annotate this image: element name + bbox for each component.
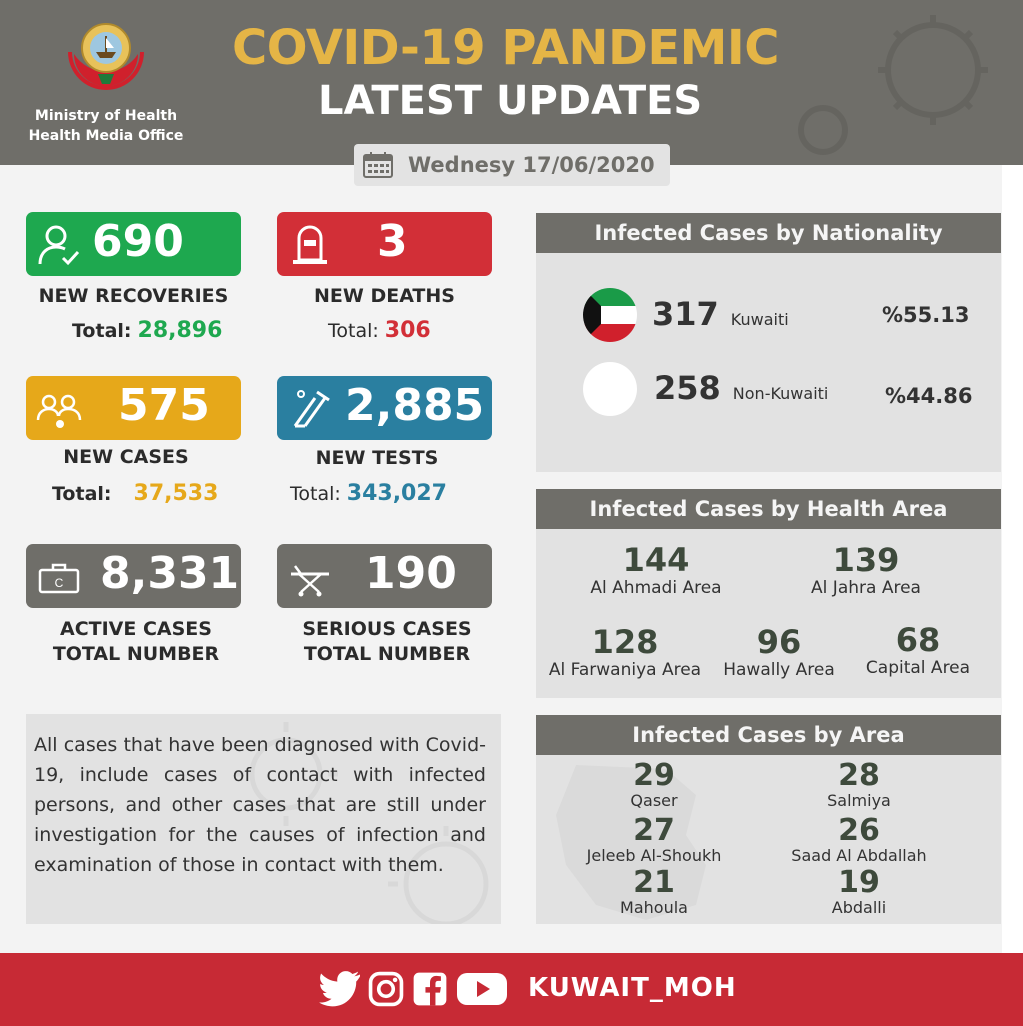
kuwaiti-percent: %55.13 — [882, 303, 970, 327]
kuwaiti-count: 317 — [652, 295, 719, 333]
nationality-panel-title: Infected Cases by Nationality — [536, 213, 1001, 253]
ministry-line1: Ministry of Health — [34, 108, 178, 124]
recoveries-box — [26, 212, 241, 276]
virus-decoration-icon — [783, 10, 1003, 160]
area-count: 27 — [633, 813, 675, 848]
health-area-item — [576, 543, 736, 599]
briefcase-icon — [36, 554, 82, 600]
deaths-label: NEW DEATHS — [314, 285, 455, 307]
header — [0, 0, 1023, 165]
serious-box — [277, 544, 492, 608]
twitter-icon[interactable] — [318, 967, 362, 1011]
health-area-item — [786, 543, 946, 599]
page-title: COVID-19 PANDEMIC — [232, 20, 779, 76]
active-box — [26, 544, 241, 608]
cases-total — [52, 481, 218, 506]
cases-box — [26, 376, 241, 440]
recoveries-label: NEW RECOVERIES — [38, 285, 229, 307]
health-area-count: 68 — [895, 621, 941, 659]
serious-label — [277, 617, 497, 667]
info-note-text: All cases that have been diagnosed with Covid-19, include cases of contact with infected persons, and other cases that are still under investigation for the causes of infection and examination of those in contact with them. — [34, 734, 486, 876]
ministry-name — [20, 106, 192, 146]
tests-label: NEW TESTS — [315, 447, 439, 469]
deaths-total-label: Total: — [328, 320, 379, 342]
non-kuwaiti-count: 258 — [654, 369, 721, 407]
kuwaiti-label: Kuwaiti — [730, 310, 789, 329]
nationality-row-kuwaiti — [652, 295, 789, 333]
footer — [0, 953, 1023, 1026]
health-area-item — [858, 623, 978, 679]
health-area-count: 144 — [622, 541, 690, 579]
deaths-value: 3 — [377, 216, 408, 267]
active-label-line1: ACTIVE CASES — [60, 618, 212, 640]
recoveries-value: 690 — [92, 216, 184, 267]
social-handle[interactable]: KUWAIT_MOH — [528, 973, 737, 1003]
area-name: Qaser — [630, 791, 678, 810]
area-panel-title: Infected Cases by Area — [536, 715, 1001, 755]
ministry-emblem-icon — [60, 14, 152, 106]
cases-total-value: 37,533 — [133, 481, 219, 506]
report-date: Wednesy 17/06/2020 — [408, 153, 655, 177]
health-area-name: Al Farwaniya Area — [548, 660, 702, 680]
facebook-icon[interactable] — [410, 967, 450, 1011]
tests-total-label: Total: — [290, 483, 341, 505]
nationality-panel — [536, 253, 1001, 472]
page-subtitle: LATEST UPDATES — [318, 78, 703, 124]
area-count: 29 — [633, 758, 675, 793]
area-count: 26 — [838, 813, 880, 848]
area-name: Abdalli — [831, 898, 887, 917]
instagram-icon[interactable] — [366, 967, 406, 1011]
area-count: 19 — [838, 865, 880, 900]
health-area-panel-title: Infected Cases by Health Area — [536, 489, 1001, 529]
area-item — [779, 865, 939, 918]
youtube-icon[interactable] — [454, 967, 510, 1011]
deaths-box — [277, 212, 492, 276]
area-item — [574, 758, 734, 811]
tests-box — [277, 376, 492, 440]
group-virus-icon — [36, 386, 82, 432]
serious-value: 190 — [365, 548, 457, 599]
tombstone-icon — [287, 222, 333, 268]
non-kuwaiti-label: Non-Kuwaiti — [732, 384, 829, 403]
tests-total — [290, 481, 447, 506]
recoveries-total-label: Total: — [72, 320, 132, 342]
tests-value: 2,885 — [345, 380, 485, 431]
health-area-name: Al Ahmadi Area — [590, 578, 722, 598]
tests-total-value: 343,027 — [346, 481, 447, 506]
health-area-panel — [536, 529, 1001, 698]
health-area-item — [542, 625, 708, 681]
person-check-icon — [36, 222, 82, 268]
non-kuwaiti-percent: %44.86 — [885, 384, 973, 408]
stretcher-icon — [287, 554, 333, 600]
date-badge — [354, 144, 670, 186]
serious-label-line1: SERIOUS CASES — [302, 618, 472, 640]
health-area-name: Al Jahra Area — [811, 578, 921, 598]
recoveries-total — [72, 318, 222, 343]
area-name: Jeleeb Al-Shoukh — [586, 846, 722, 865]
test-tube-icon — [287, 386, 333, 432]
area-name: Saad Al Abdallah — [791, 846, 927, 865]
health-area-count: 139 — [832, 541, 900, 579]
nationality-row-non-kuwaiti — [654, 369, 828, 407]
area-item — [574, 813, 734, 866]
health-area-count: 96 — [756, 623, 802, 661]
kuwait-flag-icon — [583, 288, 637, 342]
area-name: Salmiya — [827, 791, 891, 810]
recoveries-total-value: 28,896 — [137, 318, 223, 343]
info-note — [26, 714, 501, 924]
area-count: 28 — [838, 758, 880, 793]
active-label — [26, 617, 246, 667]
ministry-line2: Health Media Office — [28, 128, 184, 144]
active-value: 8,331 — [100, 548, 240, 599]
cases-total-label: Total: — [52, 483, 112, 505]
area-panel — [536, 755, 1001, 924]
active-label-line2: TOTAL NUMBER — [52, 643, 220, 665]
health-area-item — [719, 625, 839, 681]
globe-icon — [583, 362, 637, 416]
deaths-total-value: 306 — [384, 318, 431, 343]
area-count: 21 — [633, 865, 675, 900]
deaths-total — [328, 318, 431, 343]
svg-text:C: C — [54, 576, 64, 590]
health-area-name: Capital Area — [865, 658, 971, 678]
health-area-name: Hawally Area — [723, 660, 835, 680]
area-item — [779, 758, 939, 811]
area-item — [769, 813, 949, 866]
calendar-icon — [362, 151, 394, 179]
area-item — [574, 865, 734, 918]
cases-value: 575 — [118, 380, 210, 431]
area-name: Mahoula — [620, 898, 688, 917]
cases-label: NEW CASES — [63, 446, 189, 468]
serious-label-line2: TOTAL NUMBER — [303, 643, 471, 665]
health-area-count: 128 — [591, 623, 659, 661]
